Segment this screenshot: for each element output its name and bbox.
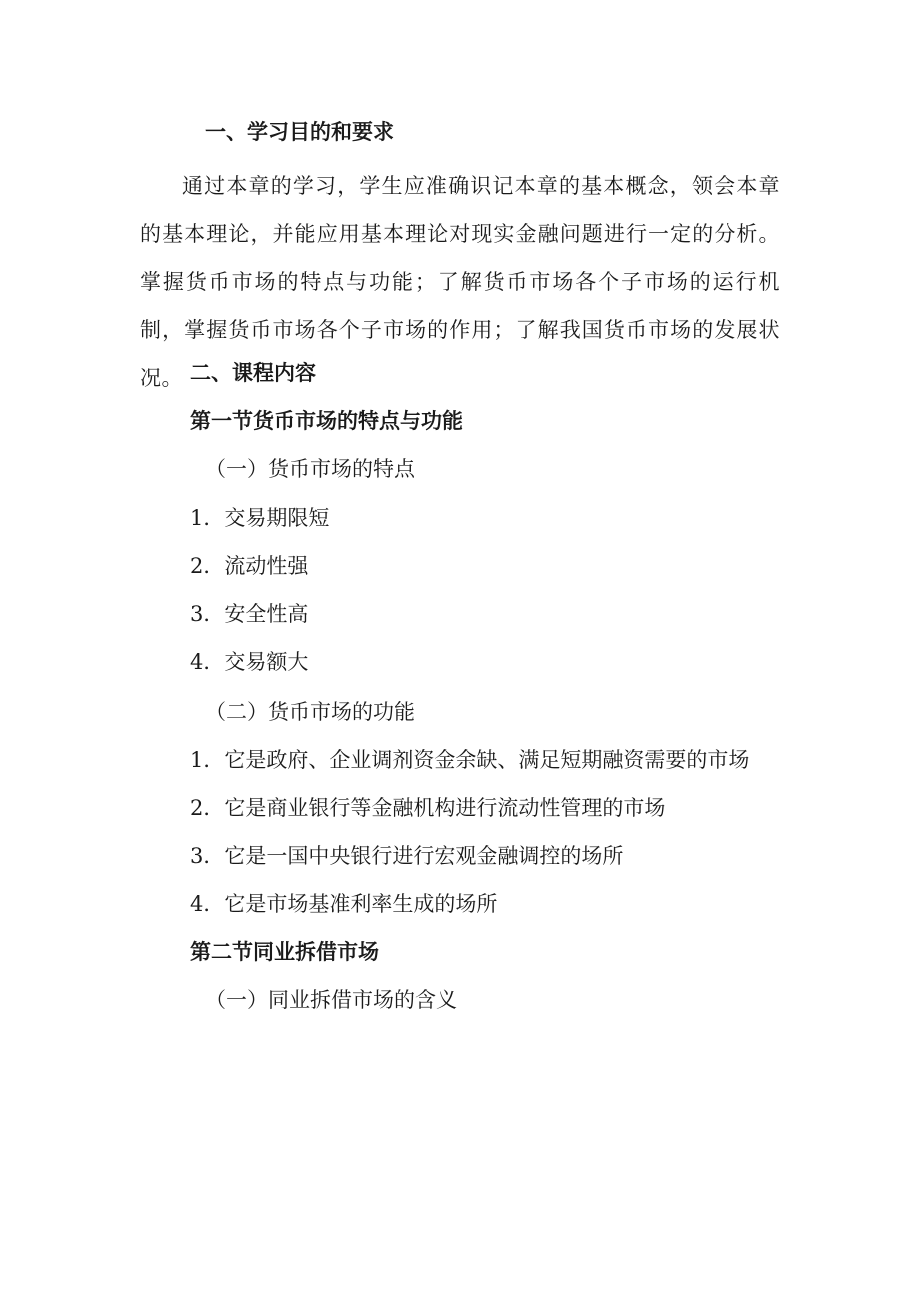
list-item: 2．它是商业银行等金融机构进行流动性管理的市场 [190, 796, 666, 820]
part-title-interbank-meaning: （一）同业拆借市场的含义 [205, 988, 457, 1012]
list-item: 3．安全性高 [190, 602, 309, 626]
list-item: 3．它是一国中央银行进行宏观金融调控的场所 [190, 844, 624, 868]
list-item: 4．它是市场基准利率生成的场所 [190, 892, 498, 916]
section-heading-content: 二、课程内容 [190, 361, 316, 385]
list-item: 2．流动性强 [190, 554, 309, 578]
chapter-title-2: 第二节同业拆借市场 [190, 940, 379, 964]
list-item: 1．交易期限短 [190, 506, 330, 530]
section-heading-objectives: 一、学习目的和要求 [205, 120, 394, 144]
objectives-paragraph: 通过本章的学习，学生应准确识记本章的基本概念，领会本章的基本理论，并能应用基本理论对现实金融问题进行一定的分析。掌握货币市场的特点与功能；了解货币市场各个子市场的运行机制，掌握货币市场各个子市场的作用；了解我国货币市场的发展状况。 [140, 174, 780, 390]
part-title-features: （一）货币市场的特点 [205, 457, 415, 481]
part-title-functions: （二）货币市场的功能 [205, 700, 415, 724]
list-item: 4．交易额大 [190, 650, 309, 674]
list-item: 1．它是政府、企业调剂资金余缺、满足短期融资需要的市场 [190, 748, 750, 772]
chapter-title-1: 第一节货币市场的特点与功能 [190, 409, 463, 433]
